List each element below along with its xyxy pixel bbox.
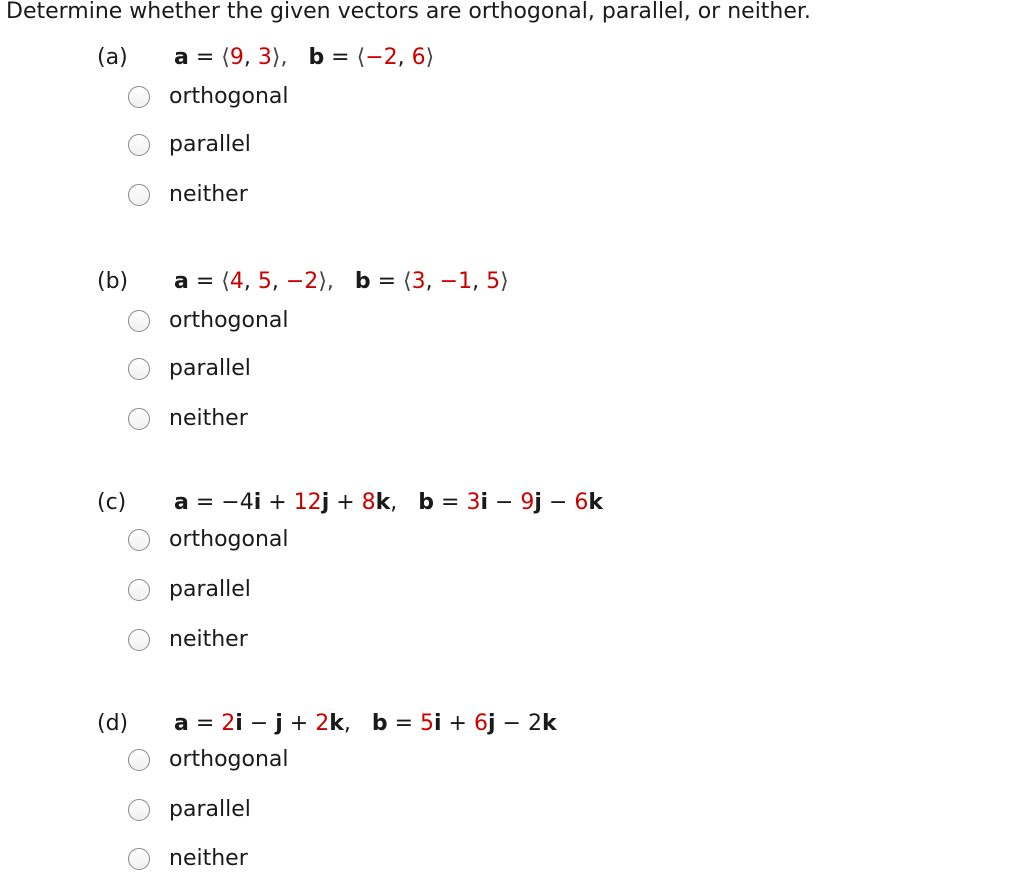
option-label: neither: [169, 846, 248, 871]
a-component: −2: [285, 269, 319, 294]
a-component: 3: [257, 45, 272, 70]
part-a-vectors: a = ⟨9, 3⟩, b = ⟨−2, 6⟩: [174, 45, 435, 70]
option-label: parallel: [169, 132, 251, 157]
vector-b-name: b: [418, 490, 435, 515]
b-component: −1: [439, 269, 473, 294]
unit-k: k: [588, 490, 604, 515]
a-component: 4: [229, 269, 244, 294]
option-label: parallel: [169, 797, 251, 822]
vector-b-name: b: [371, 711, 388, 736]
b-component: 5: [486, 269, 501, 294]
operator: −: [541, 490, 575, 515]
unit-j: j: [487, 711, 496, 736]
option-d-orthogonal[interactable]: [128, 746, 289, 774]
option-b-parallel[interactable]: [128, 355, 251, 383]
close-bracket: ⟩: [500, 269, 509, 294]
vector-b-name: b: [308, 45, 325, 70]
b-component: 6: [411, 45, 426, 70]
coefficient: 2: [315, 711, 330, 736]
option-c-neither[interactable]: [128, 626, 248, 654]
part-b-vectors: a = ⟨4, 5, −2⟩, b = ⟨3, −1, 5⟩: [174, 269, 509, 294]
vector-a-name: a: [174, 711, 189, 736]
option-a-neither[interactable]: [128, 181, 248, 209]
vector-a-name: a: [174, 490, 189, 515]
option-label: parallel: [169, 356, 251, 381]
option-label: neither: [169, 627, 248, 652]
operator: +: [329, 490, 362, 515]
unit-i: i: [253, 490, 262, 515]
coefficient: 3: [466, 490, 481, 515]
option-label: orthogonal: [169, 527, 289, 552]
close-bracket: ⟩,: [318, 269, 334, 294]
vector-b-name: b: [354, 269, 371, 294]
part-d-label: (d): [97, 711, 129, 736]
option-a-orthogonal[interactable]: [128, 83, 289, 111]
option-label: orthogonal: [169, 84, 289, 109]
unit-i: i: [434, 711, 442, 736]
unit-i: i: [235, 711, 243, 736]
operator: −: [495, 711, 528, 736]
question-title: Determine whether the given vectors are orthogonal, parallel, or neither.: [6, 0, 811, 24]
coefficient: 9: [520, 490, 535, 515]
unit-k: k: [375, 490, 391, 515]
coefficient: 6: [574, 490, 589, 515]
coefficient: 6: [473, 711, 488, 736]
close-bracket: ⟩: [425, 45, 435, 70]
unit-j: j: [321, 490, 330, 515]
unit-k: k: [541, 711, 557, 736]
open-bracket: ⟨: [356, 45, 366, 70]
operator: +: [261, 490, 294, 515]
radio-button[interactable]: [128, 86, 150, 108]
option-label: parallel: [169, 577, 251, 602]
radio-button[interactable]: [128, 579, 150, 601]
radio-button[interactable]: [128, 529, 150, 551]
part-b-label: (b): [97, 269, 129, 294]
coefficient: 8: [361, 490, 376, 515]
radio-button[interactable]: [128, 848, 150, 870]
part-c-vectors: a = −4i + 12j + 8k, b = 3i − 9j − 6k: [174, 490, 604, 515]
radio-button[interactable]: [128, 184, 150, 206]
close-bracket: ⟩,: [271, 45, 288, 70]
radio-button[interactable]: [128, 749, 150, 771]
unit-i: i: [480, 490, 488, 515]
radio-button[interactable]: [128, 629, 150, 651]
operator: −: [242, 711, 276, 736]
option-a-parallel[interactable]: [128, 131, 251, 159]
open-bracket: ⟨: [221, 45, 230, 70]
unit-j: j: [534, 490, 542, 515]
open-bracket: ⟨: [221, 269, 230, 294]
part-a-label: (a): [97, 45, 128, 70]
vector-a-name: a: [174, 269, 189, 294]
coefficient: −4: [221, 490, 254, 515]
unit-j: j: [275, 711, 283, 736]
coefficient: 5: [420, 711, 435, 736]
radio-button[interactable]: [128, 134, 150, 156]
option-label: orthogonal: [169, 308, 289, 333]
part-d-vectors: a = 2i − j + 2k, b = 5i + 6j − 2k: [174, 711, 557, 736]
operator: −: [488, 490, 521, 515]
coefficient: 2: [221, 711, 236, 736]
option-label: neither: [169, 406, 248, 431]
operator: +: [282, 711, 316, 736]
b-component: 3: [411, 269, 426, 294]
option-b-orthogonal[interactable]: [128, 307, 289, 335]
a-component: 9: [229, 45, 244, 70]
option-label: neither: [169, 182, 248, 207]
radio-button[interactable]: [128, 408, 150, 430]
a-component: 5: [257, 269, 272, 294]
option-d-neither[interactable]: [128, 845, 248, 873]
unit-k: k: [329, 711, 344, 736]
coefficient: 2: [527, 711, 542, 736]
radio-button[interactable]: [128, 799, 150, 821]
part-c-label: (c): [97, 490, 127, 515]
operator: +: [441, 711, 474, 736]
option-d-parallel[interactable]: [128, 796, 251, 824]
option-b-neither[interactable]: [128, 405, 248, 433]
option-c-parallel[interactable]: [128, 576, 251, 604]
option-c-orthogonal[interactable]: [128, 526, 289, 554]
coefficient: 12: [293, 490, 322, 515]
vector-a-name: a: [174, 45, 189, 70]
open-bracket: ⟨: [403, 269, 412, 294]
b-component: −2: [365, 45, 398, 70]
option-label: orthogonal: [169, 747, 289, 772]
radio-button[interactable]: [128, 310, 150, 332]
radio-button[interactable]: [128, 358, 150, 380]
